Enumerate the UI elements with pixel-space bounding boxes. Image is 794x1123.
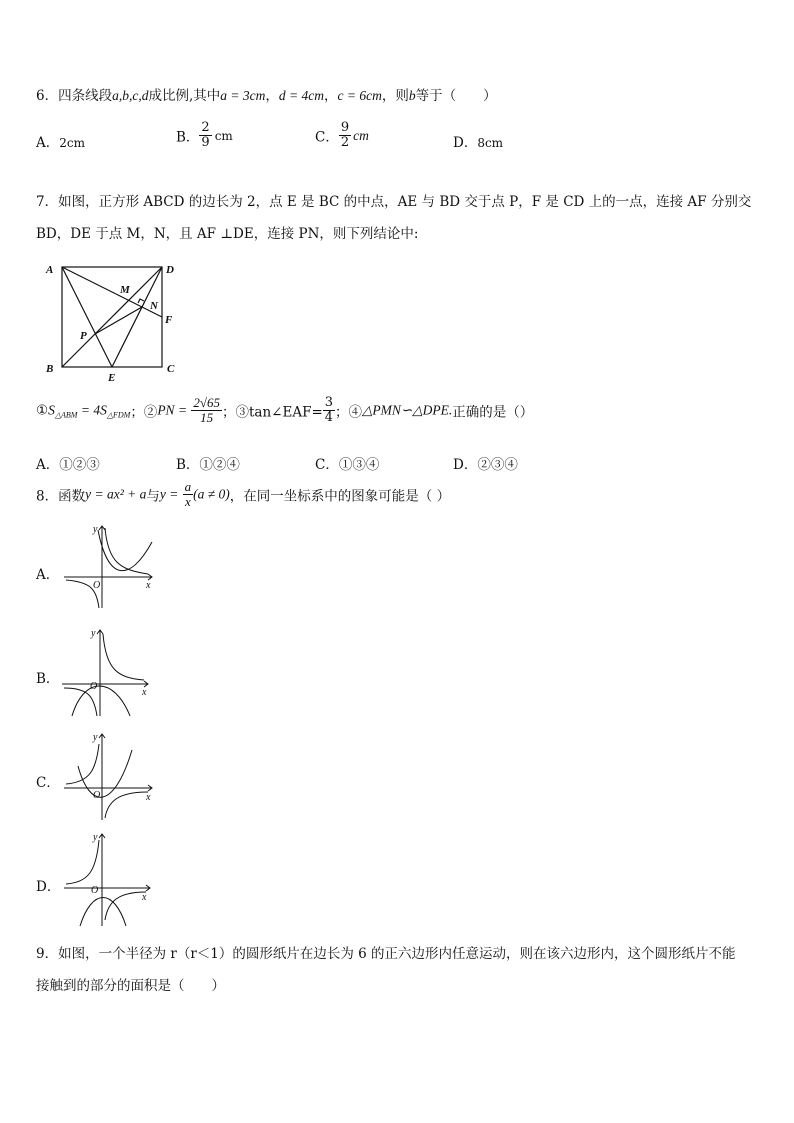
q6-text-c: ，则 — [381, 88, 409, 104]
q8-option-c[interactable]: C． — [36, 775, 60, 791]
q6-option-a-value: 2cm — [59, 136, 85, 150]
q6-eq-d: d = 4cm — [278, 88, 324, 103]
q6-option-b-fraction: $\frac{2}{9}$ — [201, 120, 210, 150]
q8-func2-fraction: $\frac{a}{x}$ — [184, 479, 192, 509]
svg-text:O: O — [90, 681, 98, 692]
right-angle-mark — [138, 299, 144, 303]
q6-vars: a,b,c,d — [112, 88, 149, 103]
q7-square-figure — [40, 257, 190, 382]
q9-stem-line1: 9．如图，一个半径为 r（r＜1）的圆形纸片在边长为 6 的正六边形内任意运动，则在该六边形内，这个圆形纸片不能 — [36, 946, 736, 962]
q8-graph-c — [60, 730, 160, 822]
q6-option-b[interactable]: B． $\frac{2}{9}$ cm — [176, 120, 233, 150]
q6-number: 6． — [36, 88, 59, 104]
label-d: D — [166, 264, 174, 276]
q7-option-d[interactable]: D．②③④ — [453, 457, 518, 473]
hyperbola-q2 — [66, 840, 99, 884]
q7-option-b[interactable]: B．①②④ — [176, 457, 240, 473]
svg-text:O: O — [93, 580, 101, 591]
svg-text:x: x — [146, 580, 151, 591]
svg-text:y: y — [91, 628, 96, 639]
q6-option-c[interactable]: C． $\frac{9}{2}$ cm — [315, 120, 369, 150]
q6-option-a[interactable]: A．2cm — [36, 135, 85, 151]
q7-stem-line2: BD，DE 于点 M，N，且 AF ⊥DE，连接 PN，则下列结论中: — [36, 226, 419, 242]
segment-af — [62, 267, 162, 317]
svg-text:y: y — [93, 524, 98, 535]
label-n: N — [150, 300, 158, 312]
q7-option-a[interactable]: A．①②③ — [36, 457, 100, 473]
q6-option-c-fraction: $\frac{9}{2}$ — [340, 120, 350, 150]
hyperbola-q4 — [105, 892, 146, 920]
label-p: P — [80, 330, 87, 342]
q6-stem: 6．四条线段a,b,c,d成比例,其中a = 3cm，d = 4cm，c = 6cm，则b等于（ ） — [36, 88, 497, 104]
label-a: A — [46, 264, 54, 276]
segment-de — [112, 267, 162, 367]
svg-text:O: O — [93, 790, 101, 801]
q8-option-a[interactable]: A． — [36, 567, 60, 583]
q6-var-b: b — [408, 88, 416, 103]
label-m: M — [120, 284, 130, 296]
q8-graph-b — [58, 626, 158, 718]
q7-conclusions: $①S_{\triangle ABM} = 4S_{\triangle FDM}$；②PN = $\frac{2√65}{15}$ ；③tan∠EAF= $\frac{3}{4}$ ；④△PMN∽△DPE.正确的是（） — [36, 395, 534, 425]
q7-option-c[interactable]: C．①③④ — [315, 457, 380, 473]
q9-stem-line2: 接触到的部分的面积是（ ） — [36, 978, 225, 994]
q8-graph-a — [60, 522, 160, 612]
q8-stem: 8．函数y = ax² + a与y = $\frac{a}{x}$ (a ≠ 0)，在同一坐标系中的图象可能是（ ） — [36, 479, 451, 509]
q6-eq-c: c = 6cm — [337, 88, 382, 103]
q7-stem-line1: 7．如图，正方形 ABCD 的边长为 2，点 E 是 BC 的中点，AE 与 BD 交于点 P，F 是 CD 上的一点，连接 AF 分别交 — [36, 194, 752, 210]
label-f: F — [165, 314, 173, 326]
hyperbola-q3 — [64, 688, 97, 716]
segment-bd — [62, 267, 162, 367]
q7-pn-fraction: $\frac{2√65}{15}$ — [193, 395, 220, 425]
q6-option-d-value: 8cm — [477, 136, 504, 150]
q7-tan-fraction: $\frac{3}{4}$ — [324, 395, 334, 425]
svg-text:y: y — [93, 732, 98, 743]
parabola — [80, 898, 126, 927]
label-c: C — [167, 363, 175, 375]
label-e: E — [108, 372, 116, 382]
q6-text-a: 四条线段 — [58, 88, 113, 104]
hyperbola-q4 — [105, 792, 148, 818]
label-b: B — [46, 363, 54, 375]
q6-text-d: 等于（ ） — [415, 88, 497, 104]
q6-text-b: 成比例,其中 — [148, 88, 221, 104]
q8-graph-d — [60, 830, 160, 928]
q6-option-d[interactable]: D．8cm — [453, 135, 504, 151]
hyperbola-q1 — [105, 528, 148, 574]
q8-option-d[interactable]: D． — [36, 879, 61, 895]
q6-eq-a: a = 3cm — [220, 88, 266, 103]
q8-option-b[interactable]: B． — [36, 671, 60, 687]
svg-text:x: x — [142, 892, 147, 903]
svg-text:O: O — [91, 885, 99, 896]
svg-text:x: x — [146, 792, 151, 803]
segment-ae — [62, 267, 112, 367]
hyperbola-q1 — [103, 634, 144, 680]
parabola — [78, 750, 132, 797]
svg-text:y: y — [93, 832, 98, 843]
svg-text:x: x — [142, 687, 147, 698]
